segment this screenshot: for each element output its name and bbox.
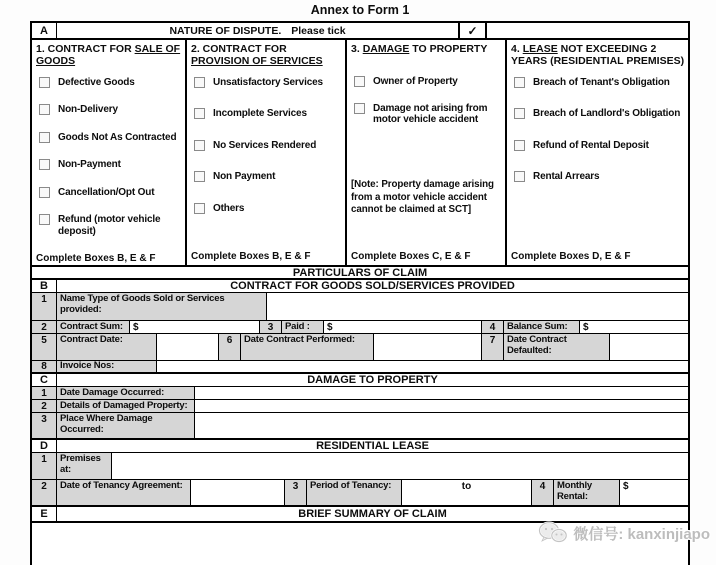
row-number: 1	[32, 387, 57, 399]
checkbox-label: Refund of Rental Deposit	[533, 139, 649, 151]
checkbox-label: Defective Goods	[58, 76, 135, 88]
checkbox-item[interactable]	[191, 171, 341, 183]
checkbox[interactable]	[354, 103, 365, 114]
column-3-title: 3. DAMAGE TO PROPERTY	[351, 43, 488, 55]
checkbox[interactable]	[514, 140, 525, 151]
place-damage-field[interactable]	[195, 413, 688, 438]
checkbox-label: Damage not arising from motor vehicle accident	[373, 102, 488, 126]
date-defaulted-label: Date Contract Defaulted:	[504, 334, 610, 360]
checkbox[interactable]	[39, 77, 50, 88]
row-section-d-heading	[32, 440, 688, 453]
paid-field[interactable]	[324, 321, 482, 333]
date-damage-field[interactable]	[195, 387, 688, 399]
date-performed-label: Date Contract Performed:	[241, 334, 374, 360]
checkbox-item[interactable]	[511, 140, 688, 152]
row-number: 4	[532, 480, 554, 505]
watermark	[538, 521, 710, 545]
checkbox[interactable]	[194, 140, 205, 151]
row-number: 4	[482, 321, 504, 333]
row-date-damage	[32, 387, 688, 400]
row-contract-dates	[32, 334, 688, 361]
section-letter-b: B	[32, 280, 57, 292]
row-section-b-heading	[32, 280, 688, 293]
period-tenancy-label: Period of Tenancy:	[307, 480, 402, 505]
checkbox-item[interactable]	[36, 132, 181, 144]
checkbox-item[interactable]	[36, 187, 181, 199]
row-number: 7	[482, 334, 504, 360]
premises-field[interactable]	[112, 453, 688, 479]
section-d-heading: RESIDENTIAL LEASE	[316, 440, 429, 452]
dispute-columns	[32, 40, 688, 267]
column-1-footer: Complete Boxes B, E & F	[36, 253, 156, 265]
checkbox-item[interactable]	[351, 103, 501, 126]
premises-label: Premises at:	[57, 453, 112, 479]
nature-of-dispute-heading	[57, 23, 459, 38]
section-letter-d: D	[32, 440, 57, 452]
damaged-property-field[interactable]	[195, 400, 688, 412]
checkbox[interactable]	[39, 214, 50, 225]
currency-sign: $	[133, 321, 139, 333]
nature-heading-text: NATURE OF DISPUTE.	[169, 24, 282, 37]
checkbox-label: Breach of Landlord's Obligation	[533, 108, 681, 120]
checkbox[interactable]	[354, 76, 365, 87]
page-title: Annex to Form 1	[310, 3, 410, 17]
checkbox-label: Refund (motor vehicle deposit)	[58, 214, 161, 237]
monthly-rental-field[interactable]	[620, 480, 688, 505]
balance-sum-label: Balance Sum:	[504, 321, 580, 333]
checkbox-item[interactable]	[191, 77, 341, 89]
paid-label: Paid :	[282, 321, 324, 333]
checkbox-item[interactable]	[191, 108, 341, 120]
motor-vehicle-note: [Note: Property damage arising from a motor vehicle accident cannot be claimed at SCT]	[351, 178, 494, 216]
particulars-heading-row	[32, 267, 688, 280]
period-to-text: to	[461, 481, 472, 492]
row-number: 6	[219, 334, 241, 360]
checkbox[interactable]	[194, 108, 205, 119]
column-sale-of-goods	[32, 40, 187, 265]
checkbox-label: Non Payment	[213, 171, 276, 183]
checkbox-item[interactable]	[191, 203, 341, 215]
checkbox-item[interactable]	[351, 76, 501, 88]
checkbox-label: Incomplete Services	[213, 108, 307, 120]
checkbox-item[interactable]	[36, 104, 181, 116]
column-provision-of-services	[187, 40, 347, 265]
checkbox[interactable]	[39, 132, 50, 143]
row-number: 2	[32, 480, 57, 505]
checkbox-label: Owner of Property	[373, 76, 458, 88]
row-number: 8	[32, 361, 57, 372]
row-contract-sums	[32, 321, 688, 334]
column-2-footer: Complete Boxes B, E & F	[191, 251, 311, 262]
checkbox[interactable]	[514, 108, 525, 119]
checkbox[interactable]	[39, 187, 50, 198]
row-goods-name	[32, 293, 688, 321]
checkbox-item[interactable]	[511, 77, 688, 89]
checkbox-item[interactable]	[36, 214, 181, 237]
check-icon: ✓	[467, 23, 478, 38]
checkbox-label: Goods Not As Contracted	[58, 131, 177, 143]
row-section-c-heading	[32, 374, 688, 387]
column-2-title: 2. CONTRACT FOR PROVISION OF SERVICES	[191, 43, 323, 68]
contract-sum-field[interactable]	[130, 321, 260, 333]
goods-name-label: Name Type of Goods Sold or Services provided:	[57, 293, 267, 320]
wechat-icon	[538, 521, 568, 545]
checkbox-label: Non-Delivery	[58, 104, 118, 116]
dispute-form-table	[30, 21, 690, 565]
row-number: 1	[32, 453, 57, 479]
checkbox-label: Cancellation/Opt Out	[58, 186, 155, 198]
damaged-property-label: Details of Damaged Property:	[57, 400, 195, 412]
section-b-heading: CONTRACT FOR GOODS SOLD/SERVICES PROVIDED	[230, 280, 515, 292]
column-4-title: 4. LEASE NOT EXCEEDING 2 YEARS (RESIDENTIAL PREMISES)	[511, 43, 685, 68]
nature-blank-field[interactable]	[487, 23, 688, 38]
monthly-rental-label: Monthly Rental:	[554, 480, 620, 505]
checkbox-item[interactable]	[36, 77, 181, 89]
section-e-heading: BRIEF SUMMARY OF CLAIM	[298, 508, 447, 520]
contract-date-field[interactable]	[157, 334, 219, 360]
column-1-title: 1. CONTRACT FOR SALE OF GOODS	[36, 43, 181, 68]
checkbox-item[interactable]	[36, 159, 181, 171]
period-tenancy-field[interactable]	[402, 480, 532, 505]
date-performed-field[interactable]	[374, 334, 482, 360]
column-3-footer: Complete Boxes C, E & F	[351, 251, 471, 262]
checkbox[interactable]	[514, 77, 525, 88]
checkbox-label: Rental Arrears	[533, 171, 600, 183]
row-number: 3	[32, 413, 57, 438]
checkbox[interactable]	[39, 104, 50, 115]
row-number: 3	[285, 480, 307, 505]
checkbox-item[interactable]	[191, 140, 341, 152]
row-damaged-property-details	[32, 400, 688, 413]
row-number: 1	[32, 293, 57, 320]
checkbox[interactable]	[194, 203, 205, 214]
checkbox[interactable]	[194, 171, 205, 182]
checkbox-label: Non-Payment	[58, 159, 121, 171]
date-damage-label: Date Damage Occurred:	[57, 387, 195, 399]
place-damage-label: Place Where Damage Occurred:	[57, 413, 195, 438]
currency-sign: $	[583, 321, 589, 333]
column-4-footer: Complete Boxes D, E & F	[511, 251, 631, 262]
section-letter-a: A	[32, 23, 57, 38]
checkbox-label: Unsatisfactory Services	[213, 76, 323, 88]
tenancy-agreement-label: Date of Tenancy Agreement:	[57, 480, 191, 505]
tick-checkbox[interactable]	[459, 23, 487, 38]
row-tenancy	[32, 480, 688, 507]
checkbox-item[interactable]	[511, 108, 688, 120]
please-tick-text: Please tick	[291, 24, 346, 37]
checkbox-label: No Services Rendered	[213, 139, 317, 151]
goods-name-field[interactable]	[267, 293, 688, 320]
checkbox[interactable]	[194, 77, 205, 88]
row-number: 2	[32, 321, 57, 333]
row-nature-of-dispute	[32, 23, 688, 40]
checkbox[interactable]	[39, 159, 50, 170]
row-number: 5	[32, 334, 57, 360]
row-number: 2	[32, 400, 57, 412]
section-c-heading: DAMAGE TO PROPERTY	[307, 374, 438, 386]
checkbox[interactable]	[514, 171, 525, 182]
watermark-text: 微信号: kanxinjiapo	[573, 525, 710, 543]
invoice-nos-label: Invoice Nos:	[57, 361, 157, 372]
row-premises	[32, 453, 688, 480]
invoice-nos-field[interactable]	[157, 361, 688, 372]
contract-date-label: Contract Date:	[57, 334, 157, 360]
checkbox-label: Breach of Tenant's Obligation	[533, 76, 670, 88]
balance-sum-field[interactable]	[580, 321, 688, 333]
column-damage-to-property	[347, 40, 507, 265]
column-residential-lease	[507, 40, 692, 265]
row-invoice-nos	[32, 361, 688, 374]
checkbox-label: Others	[213, 202, 245, 214]
tenancy-agreement-field[interactable]	[191, 480, 285, 505]
currency-sign: $	[327, 321, 333, 333]
row-number: 3	[260, 321, 282, 333]
row-place-of-damage	[32, 413, 688, 440]
checkbox-item[interactable]	[511, 171, 688, 183]
particulars-heading: PARTICULARS OF CLAIM	[292, 267, 428, 278]
section-letter-e: E	[32, 507, 57, 521]
date-defaulted-field[interactable]	[610, 334, 688, 360]
currency-sign: $	[623, 481, 629, 492]
contract-sum-label: Contract Sum:	[57, 321, 130, 333]
section-letter-c: C	[32, 374, 57, 386]
